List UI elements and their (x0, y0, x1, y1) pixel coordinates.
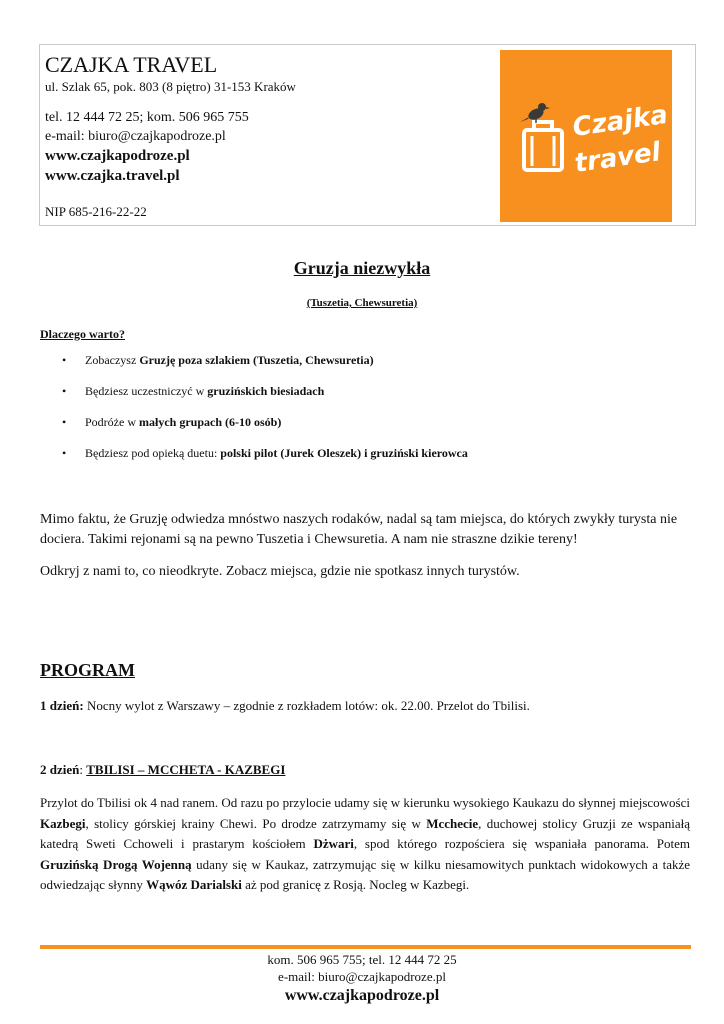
company-email: e-mail: biuro@czajkapodroze.pl (45, 129, 226, 144)
list-item (62, 445, 468, 476)
day2-label: 2 dzień (40, 762, 80, 777)
day2-text: udany się w Kaukaz, zatrzymując się w kilku niesamowitych punktach widokowych a także odwiedzając słynny (40, 856, 691, 892)
day2-heading (40, 761, 285, 779)
czajka-travel-logo (500, 50, 672, 222)
website-link-1[interactable]: www.czajkapodroze.pl (45, 148, 190, 164)
company-nip: NIP 685-216-22-22 (45, 204, 147, 219)
day2-text: Przylot do Tbilisi ok 4 nad ranem. Od razu po przylocie udamy się w kierunku wysokiego Kaukazu do słynnej miejscowości (40, 795, 690, 810)
bullet-text: Będziesz uczestniczyć w (85, 384, 208, 398)
day2-bold: Gruzińską Drogą Wojenną (40, 856, 192, 872)
day2-text: , spod którego rozpościera się wspaniała panorama. Potem (353, 836, 690, 851)
day2-bold: Kazbegi (40, 815, 86, 831)
suitcase-icon (524, 130, 562, 170)
why-heading: Dlaczego warto? (40, 327, 125, 341)
intro-paragraph: Mimo faktu, że Gruzję odwiedza mnóstwo naszych rodaków, nadal są tam miejsca, do których zwykły turysta nie dociera. Takimi rejonami są na pewno Tuszetia i Chewsuretia. A nam nie straszne dzikie tereny! (40, 512, 678, 547)
footer-divider (40, 945, 691, 949)
company-phone: tel. 12 444 72 25; kom. 506 965 755 (45, 110, 249, 125)
footer-phones: kom. 506 965 755; tel. 12 444 72 25 (267, 952, 457, 967)
tour-subtitle: (Tuszetia, Chewsuretia) (306, 297, 418, 309)
list-item (62, 383, 468, 414)
day2-description (40, 793, 690, 896)
bullet-text: Będziesz pod opieką duetu: (85, 446, 221, 460)
list-item (62, 352, 468, 383)
footer-website-link[interactable]: www.czajkapodroze.pl (284, 987, 440, 1004)
footer-email: e-mail: biuro@czajkapodroze.pl (278, 969, 446, 984)
day2-text: , duchowej stolicy Gruzji ze wspaniałą katedrą Sweti Cchoweli i prastarym kościołem (40, 815, 690, 851)
tour-title: Gruzja niezwykła (293, 258, 431, 278)
company-name: CZAJKA TRAVEL (45, 52, 218, 77)
bullet-bold: polski pilot (Jurek Oleszek) i gruziński kierowca (220, 446, 468, 460)
day2-text: , stolicy górskiej krainy Chewi. Po drodze zatrzymamy się w (85, 815, 427, 831)
highlights-list (62, 352, 468, 476)
bullet-bold: gruzińskich biesiadach (207, 384, 325, 398)
bullet-bold: Gruzję poza szlakiem (Tuszetia, Chewsuretia) (139, 353, 374, 367)
day2-route: TBILISI – MCCHETA - KAZBEGI (86, 762, 286, 777)
day1-label: 1 dzień: (40, 698, 84, 713)
bullet-bold: małych grupach (6-10 osób) (139, 415, 282, 429)
program-heading: PROGRAM (40, 660, 135, 680)
logo-text-line1: Czajka (570, 99, 670, 143)
day2-bold: Dżwari (313, 836, 354, 851)
list-item (62, 414, 468, 445)
company-address: ul. Szlak 65, pok. 803 (8 piętro) 31-153 Kraków (45, 79, 296, 94)
day1-text: Nocny wylot z Warszawy – zgodnie z rozkładem lotów: ok. 22.00. Przelot do Tbilisi. (83, 698, 530, 713)
intro-paragraph-2: Odkryj z nami to, co nieodkryte. Zobacz miejsca, gdzie nie spotkasz innych turystów. (40, 564, 520, 579)
logo-text-line2: travel (572, 137, 663, 179)
logo-graphic (500, 50, 672, 222)
day2-bold: Mcchecie (426, 815, 479, 831)
letterhead-box (39, 44, 696, 226)
website-link-2[interactable]: www.czajka.travel.pl (45, 168, 180, 184)
bullet-text: Podróże w (85, 415, 139, 429)
bullet-text: Zobaczysz (85, 353, 140, 367)
day1-entry (40, 697, 530, 715)
day2-text: aż pod granicę z Rosją. Nocleg w Kazbegi. (241, 877, 470, 892)
day2-sep: : (79, 762, 87, 777)
day2-bold: Wąwóz Darialski (146, 877, 242, 892)
